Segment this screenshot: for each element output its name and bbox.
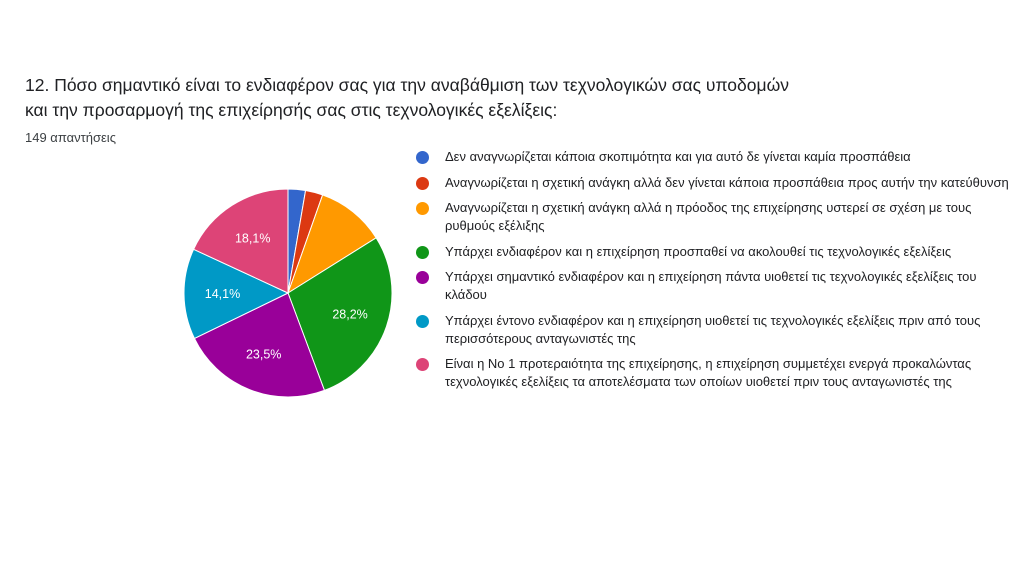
legend-item-0[interactable] [414,148,1014,166]
response-count: 149 απαντήσεις [25,130,116,145]
legend-label: Είναι η Νο 1 προτεραιότητα της επιχείρησης, η επιχείρηση συμμετέχει ενεργά προκαλώντας τεχνολογικές εξελίξεις τα αποτελέσματα των οποίων υιοθετεί πριν τους ανταγωνιστές της [445,356,972,389]
pie-data-label-4: 23,5% [245,347,282,362]
legend-swatch-icon [416,151,429,164]
legend-swatch-icon [416,315,429,328]
legend-item-3[interactable] [414,243,1014,261]
legend-item-2[interactable] [414,199,1014,235]
chart-legend [414,148,1014,399]
legend-swatch-icon [416,246,429,259]
legend-label: Αναγνωρίζεται η σχετική ανάγκη αλλά η πρόοδος της επιχείρησης υστερεί σε σχέση με τους ρυθμούς εξέλιξης [445,200,972,233]
legend-label: Αναγνωρίζεται η σχετική ανάγκη αλλά δεν γίνεται κάποια προσπάθεια προς αυτήν την κατεύθυνση [445,174,1009,190]
legend-item-5[interactable] [414,312,1014,348]
pie-data-label-3: 28,2% [332,307,368,322]
legend-label: Δεν αναγνωρίζεται κάποια σκοπιμότητα και για αυτό δε γίνεται καμία προσπάθεια [445,149,911,164]
legend-label: Υπάρχει σημαντικό ενδιαφέρον και η επιχείρηση πάντα υιοθετεί τις τεχνολογικές εξελίξεις του κλάδου [445,269,977,302]
pie-chart [170,175,406,411]
legend-item-1[interactable] [414,174,1014,192]
legend-label: Υπάρχει ενδιαφέρον και η επιχείρηση προσπαθεί να ακολουθεί τις τεχνολογικές εξελίξεις [445,243,952,259]
legend-item-4[interactable] [414,268,1014,304]
legend-swatch-icon [416,271,429,284]
legend-swatch-icon [416,202,429,215]
legend-item-6[interactable] [414,355,1014,391]
legend-swatch-icon [416,177,429,190]
question-title: 12. Πόσο σημαντικό είναι το ενδιαφέρον σας για την αναβάθμιση των τεχνολογικών σας υποδομών και την προσαρμογή της επιχείρησής σας στις τεχνολογικές εξελίξεις: [25,75,790,120]
pie-data-label-6: 18,1% [234,231,271,246]
pie-data-label-5: 14,1% [204,287,241,302]
legend-label: Υπάρχει έντονο ενδιαφέρον και η επιχείρηση υιοθετεί τις τεχνολογικές εξελίξεις πριν από τους περισσότερους ανταγωνιστές της [445,312,981,346]
legend-swatch-icon [416,358,429,371]
